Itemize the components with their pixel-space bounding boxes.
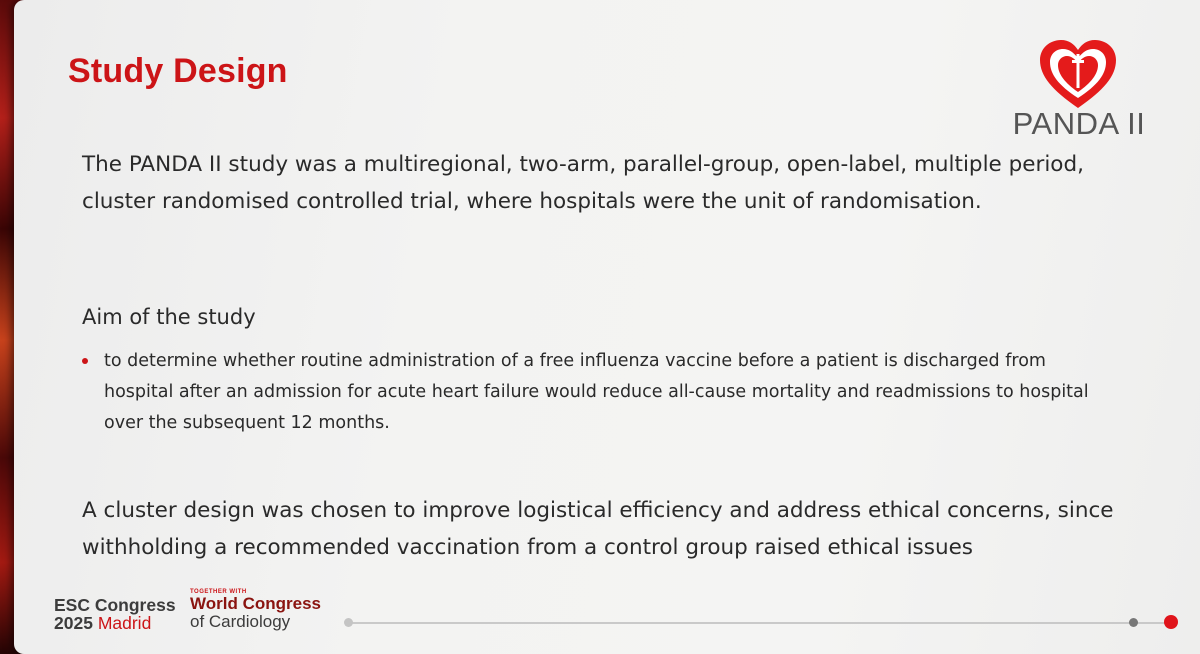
slide-progress-timeline [344,616,1174,630]
esc-city: Madrid [97,613,152,633]
wcc-line2: of Cardiology [190,612,291,631]
esc-year-city [54,614,176,632]
aim-bullet-text: to determine whether routine administration of a free influenza vaccine before a patient is discharged from hospital after an admission for acute heart failure would reduce all-cause mortality and readmissions to hospital over the subsequent 12 months. [104,351,1089,433]
bullet-dot-icon [82,358,88,364]
timeline-line [350,622,1170,624]
esc-congress-label: ESC Congress [54,595,176,615]
cluster-design-rationale: A cluster design was chosen to improve logistical efficiency and address ethical concerns, since withholding a recommended vaccination from a control group raised ethical issues [82,498,1114,560]
study-description: The PANDA II study was a multiregional, two-arm, parallel-group, open-label, multiple period, cluster randomised controlled trial, where hospitals were the unit of randomisation. [82,152,1084,214]
aim-heading: Aim of the study [82,305,256,329]
wcc-logo [190,589,321,631]
timeline-start-dot [344,618,353,627]
esc-congress-logo [54,596,176,632]
esc-year: 2025 [54,613,93,633]
wcc-line1: World Congress [190,594,321,613]
heart-shield-icon [1038,40,1118,110]
timeline-current-dot [1164,615,1178,629]
presentation-slide [14,0,1200,654]
slide-title: Study Design [68,52,288,90]
aim-bullet [82,346,1092,439]
together-with-label: TOGETHER WITH [190,589,247,595]
timeline-grey-dot [1129,618,1138,627]
panda-ii-logo [1004,40,1154,150]
logo-text: PANDA II [1012,106,1146,141]
